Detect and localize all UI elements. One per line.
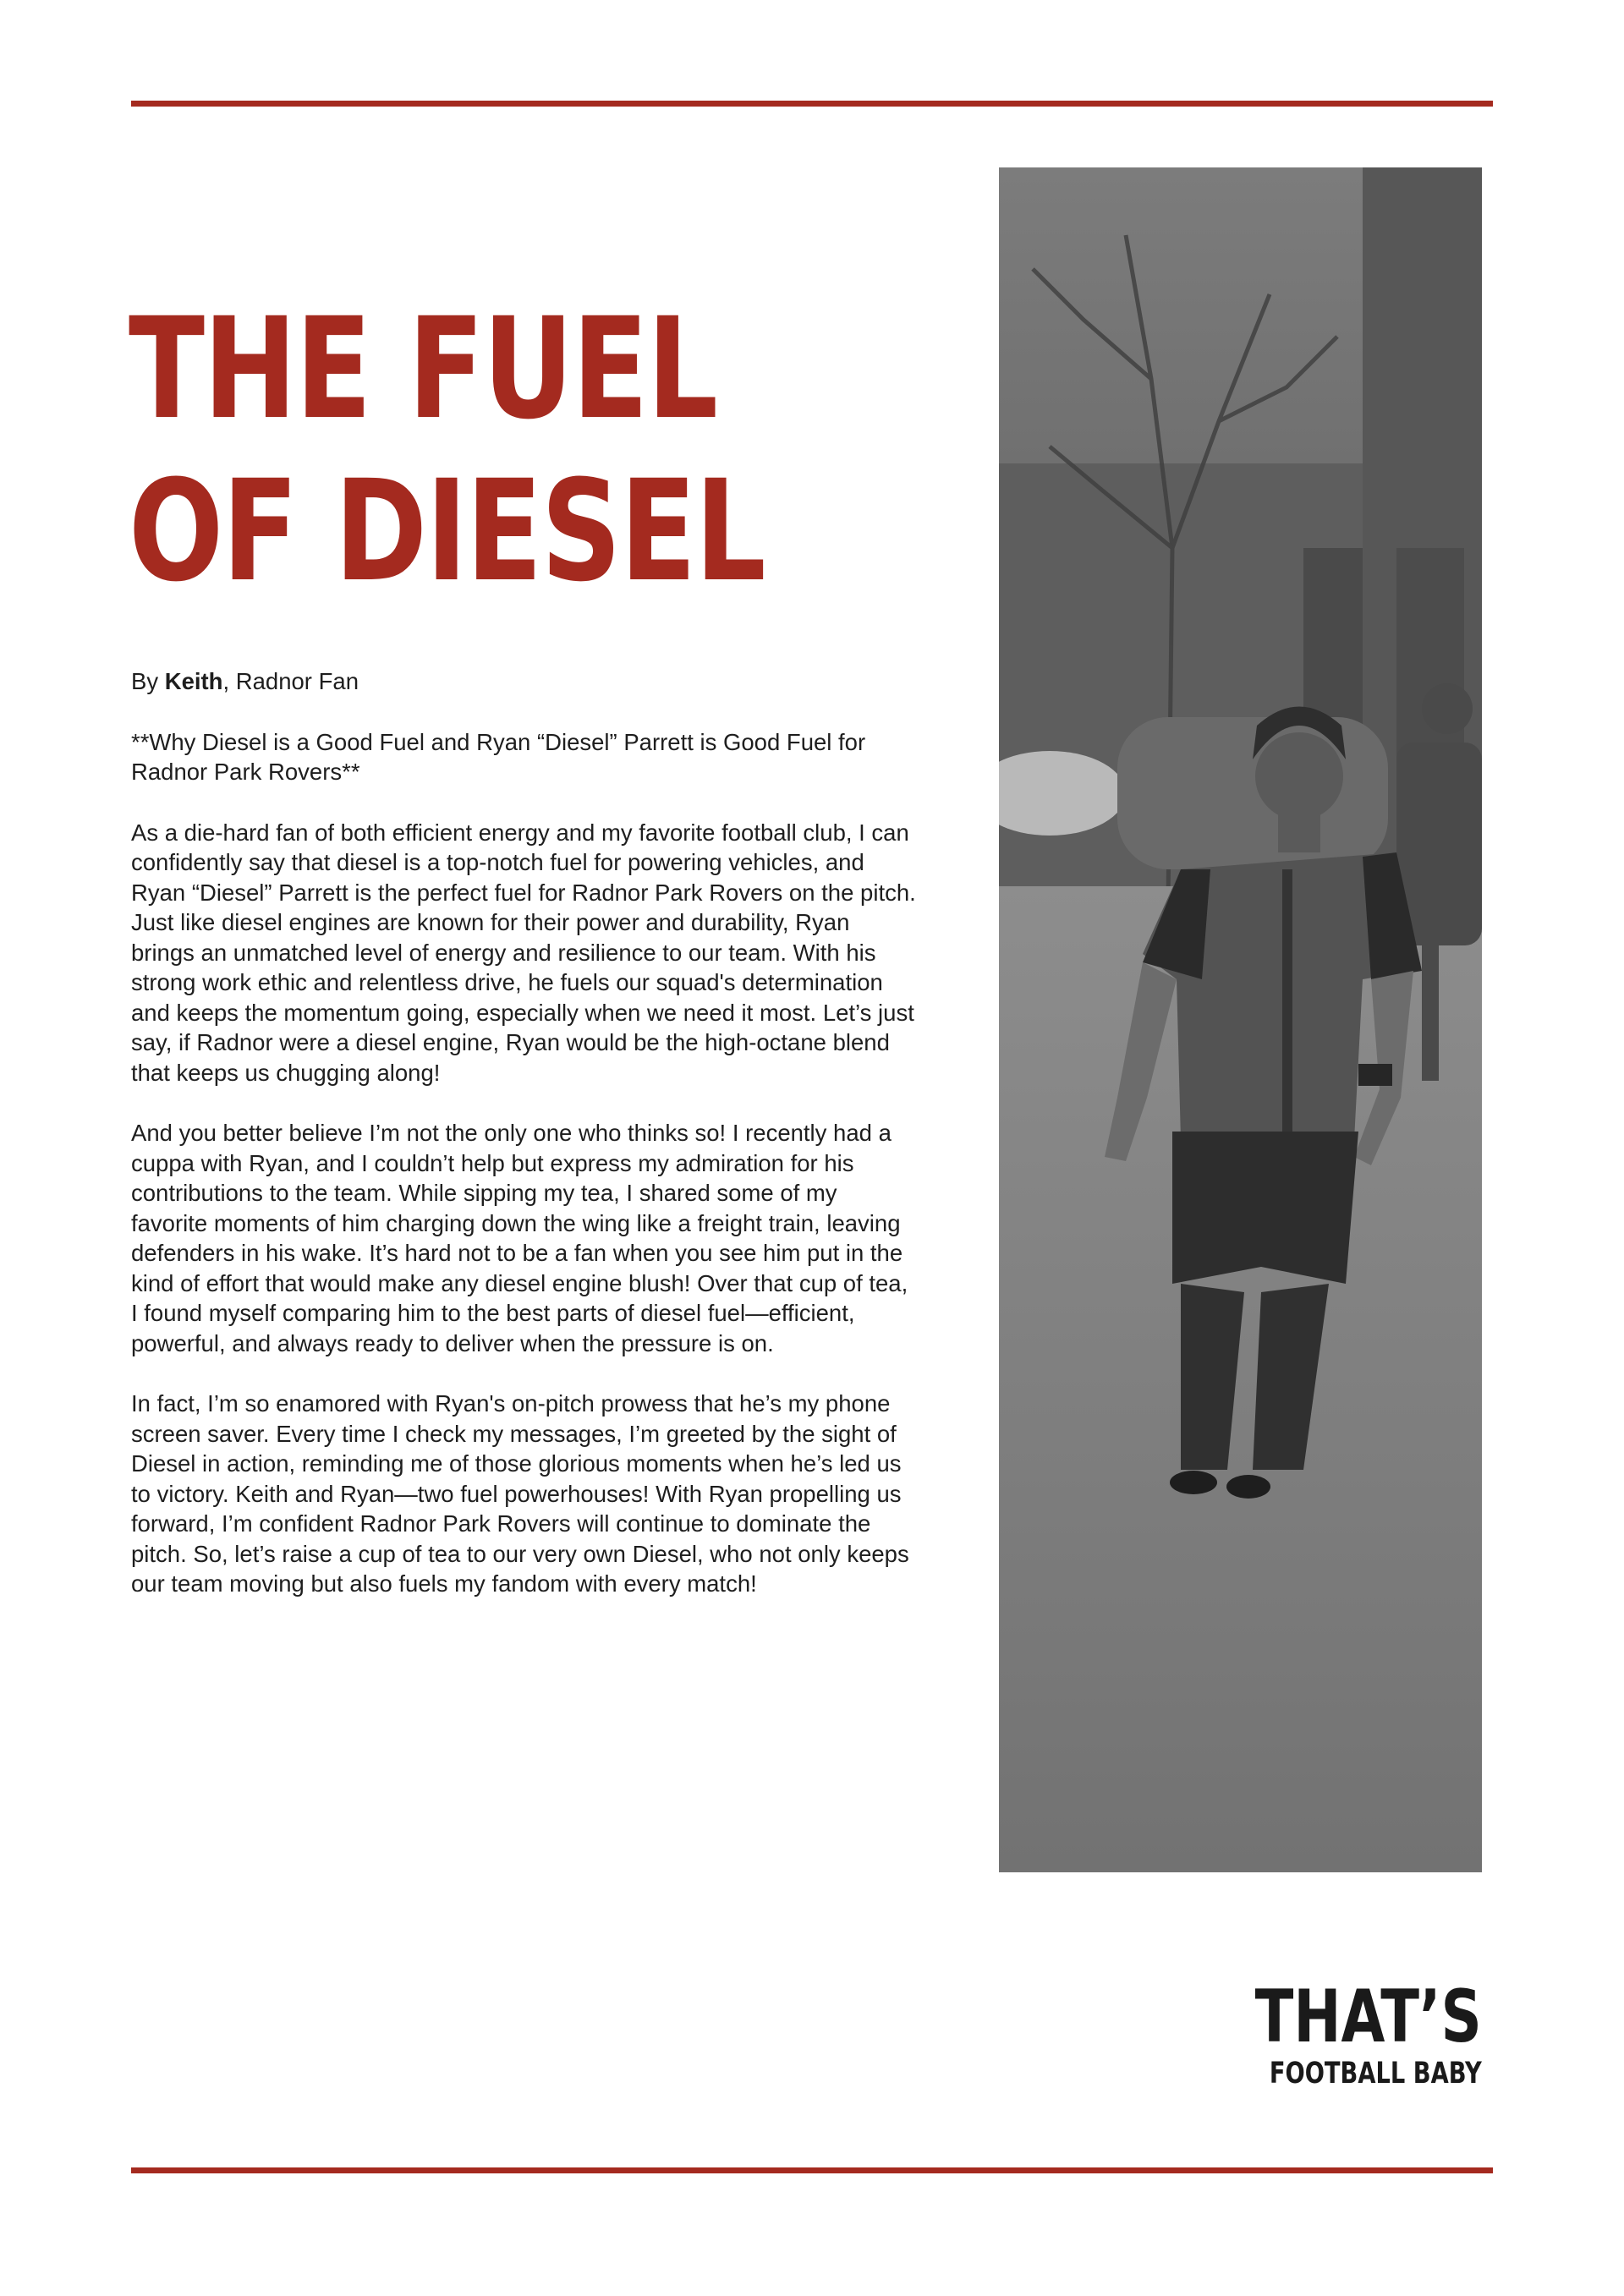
article-subtitle: **Why Diesel is a Good Fuel and Ryan “Diesel” Parrett is Good Fuel for Radnor Park Rovers** bbox=[131, 728, 866, 785]
bottom-rule bbox=[131, 2167, 1493, 2173]
byline-author: Keith bbox=[164, 668, 223, 694]
top-rule bbox=[131, 101, 1493, 107]
title-line-2: OF DIESEL bbox=[129, 450, 765, 612]
brand-line-2: FOOTBALL BABY bbox=[1270, 2057, 1482, 2091]
byline-suffix: , Radnor Fan bbox=[222, 668, 359, 694]
player-photo-illustration bbox=[999, 167, 1482, 1872]
title-line-1: THE FUEL bbox=[129, 288, 717, 450]
byline bbox=[131, 666, 918, 697]
brand-logo bbox=[1191, 1975, 1482, 2091]
article-body bbox=[131, 666, 918, 1630]
paragraph-1: As a die-hard fan of both efficient energy and my favorite football club, I can confidently say that diesel is a top-notch fuel for powering vehicles, and Ryan “Diesel” Parrett is the perfect fuel for Radnor Park Rovers on the pitch. Just like diesel engines are known for their power and durability, Ryan brings an unmatched level of energy and resilience to our team. With his strong work ethic and relentless drive, he fuels our squad's determination and keeps the momentum going, especially when we need it most. Let’s just say, if Radnor were a diesel engine, Ryan would be the high-octane blend that keeps us chugging along! bbox=[131, 819, 916, 1086]
article-title bbox=[129, 288, 765, 612]
paragraph-2: And you better believe I’m not the only one who thinks so! I recently had a cuppa with Ryan, and I couldn’t help but express my admiration for his contributions to the team. While sipping my tea, I shared some of my favorite moments of him charging down the wing like a freight train, leaving defenders in his wake. It’s hard not to be a fan when you see him put in the kind of effort that would make any diesel engine blush! Over that cup of tea, I found myself comparing him to the best parts of diesel fuel—efficient, powerful, and always ready to deliver when the pressure is on. bbox=[131, 1120, 908, 1356]
paragraph-3: In fact, I’m so enamored with Ryan's on-pitch prowess that he’s my phone screen saver. Every time I check my messages, I’m greeted by the sight of Diesel in action, reminding me of those glorious moments when he’s led us to victory. Keith and Ryan—two fuel powerhouses! With Ryan propelling us forward, I’m confident Radnor Park Rovers will continue to dominate the pitch. So, let’s raise a cup of tea to our very own Diesel, who not only keeps our team moving but also fuels my fandom with every match! bbox=[131, 1390, 909, 1597]
brand-line-1: THAT’S bbox=[1254, 1975, 1482, 2059]
byline-prefix: By bbox=[131, 668, 165, 694]
player-photo bbox=[999, 167, 1482, 1872]
